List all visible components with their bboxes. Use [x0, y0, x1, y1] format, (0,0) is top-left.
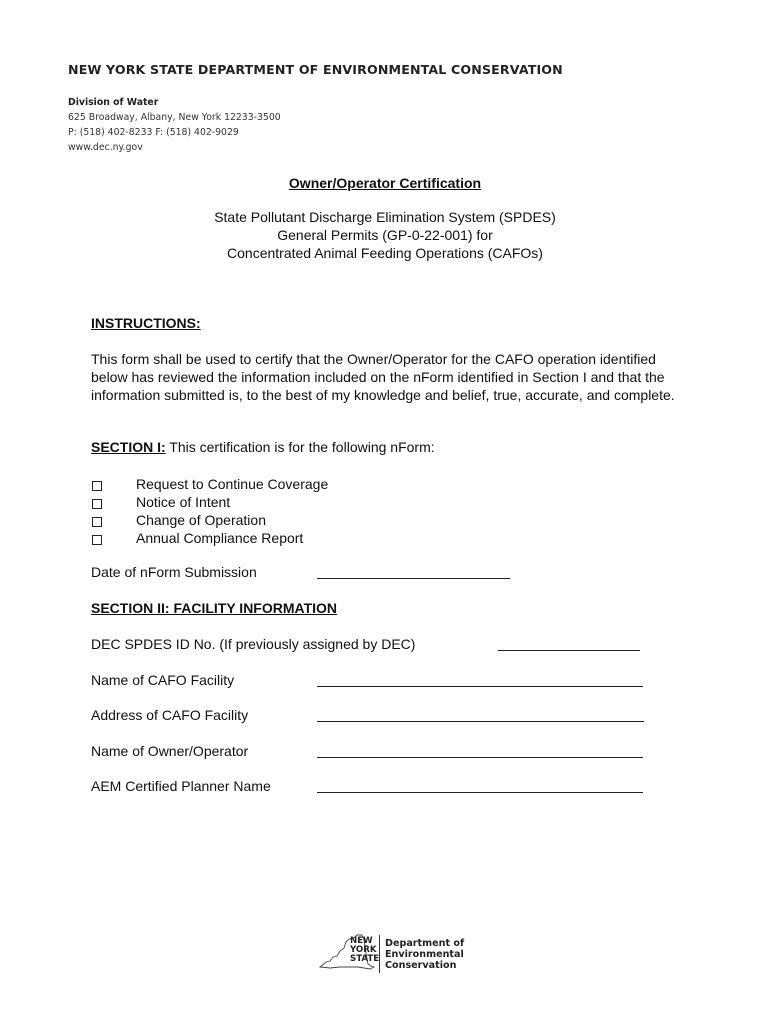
checkbox-icon[interactable] — [92, 499, 102, 509]
subtitle-line: Concentrated Animal Feeding Operations (CAFOs) — [227, 245, 543, 261]
checkbox-icon[interactable] — [92, 535, 102, 545]
checkbox-icon[interactable] — [92, 517, 102, 527]
facility-address-field[interactable] — [317, 721, 644, 722]
planner-name-label: AEM Certified Planner Name — [91, 778, 271, 794]
form-title: Owner/Operator Certification — [288, 175, 482, 191]
date-submission-label: Date of nForm Submission — [91, 564, 257, 580]
facility-name-field[interactable] — [317, 686, 643, 687]
nform-option-label: Change of Operation — [136, 512, 266, 528]
logo-word: STATE — [350, 954, 380, 964]
logo-word: NEW — [350, 936, 373, 946]
footer-dept-line: Department of — [385, 938, 465, 949]
spdes-id-row — [91, 636, 651, 654]
instructions-body: This form shall be used to certify that the Owner/Operator for the CAFO operation identified below has reviewed the information included on the nForm identified in Section I and that the information submitted is, to the best of my knowledge and belief, true, accurate, and complete. — [91, 351, 675, 403]
instructions-heading: INSTRUCTIONS: — [91, 315, 201, 331]
subtitle-line: State Pollutant Discharge Elimination System (SPDES) — [214, 209, 556, 225]
footer-dept-line: Conservation — [385, 960, 457, 971]
planner-name-row — [91, 778, 651, 796]
nform-option-label: Notice of Intent — [136, 494, 231, 510]
facility-name-row — [91, 672, 651, 690]
spdes-id-field[interactable] — [498, 650, 640, 651]
planner-name-field[interactable] — [317, 792, 643, 793]
section1-intro — [91, 439, 435, 455]
agency-phone-fax: P: (518) 402-8233 F: (518) 402-9029 — [68, 127, 239, 138]
agency-website: www.dec.ny.gov — [68, 142, 143, 153]
agency-name: NEW YORK STATE DEPARTMENT OF ENVIRONMENTAL CONSERVATION — [68, 62, 563, 77]
nform-option-label: Request to Continue Coverage — [136, 476, 329, 492]
logo-word: YORK — [350, 945, 377, 955]
footer-dept-line: Environmental — [385, 949, 464, 960]
subtitle-line: General Permits (GP-0-22-001) for — [277, 227, 493, 243]
date-submission-field[interactable] — [317, 578, 510, 579]
owner-operator-label: Name of Owner/Operator — [91, 743, 249, 759]
footer-divider — [379, 935, 380, 973]
section2-heading: SECTION II: FACILITY INFORMATION — [91, 600, 338, 616]
section1-text: This certification is for the following nForm: — [165, 439, 435, 455]
nform-option-label: Annual Compliance Report — [136, 530, 304, 546]
facility-name-label: Name of CAFO Facility — [91, 672, 235, 688]
division-name: Division of Water — [68, 97, 159, 108]
date-submission-row — [91, 564, 651, 582]
checkbox-icon[interactable] — [92, 481, 102, 491]
agency-address: 625 Broadway, Albany, New York 12233-3500 — [68, 112, 281, 123]
footer-department-name — [385, 938, 464, 971]
owner-operator-row — [91, 743, 651, 761]
facility-address-row — [91, 707, 651, 725]
owner-operator-field[interactable] — [317, 757, 643, 758]
section1-label: SECTION I: — [91, 439, 166, 455]
spdes-id-label: DEC SPDES ID No. (If previously assigned by DEC) — [91, 636, 416, 652]
letterhead-contact — [68, 95, 281, 155]
facility-address-label: Address of CAFO Facility — [91, 707, 249, 723]
form-subtitle — [0, 208, 770, 262]
